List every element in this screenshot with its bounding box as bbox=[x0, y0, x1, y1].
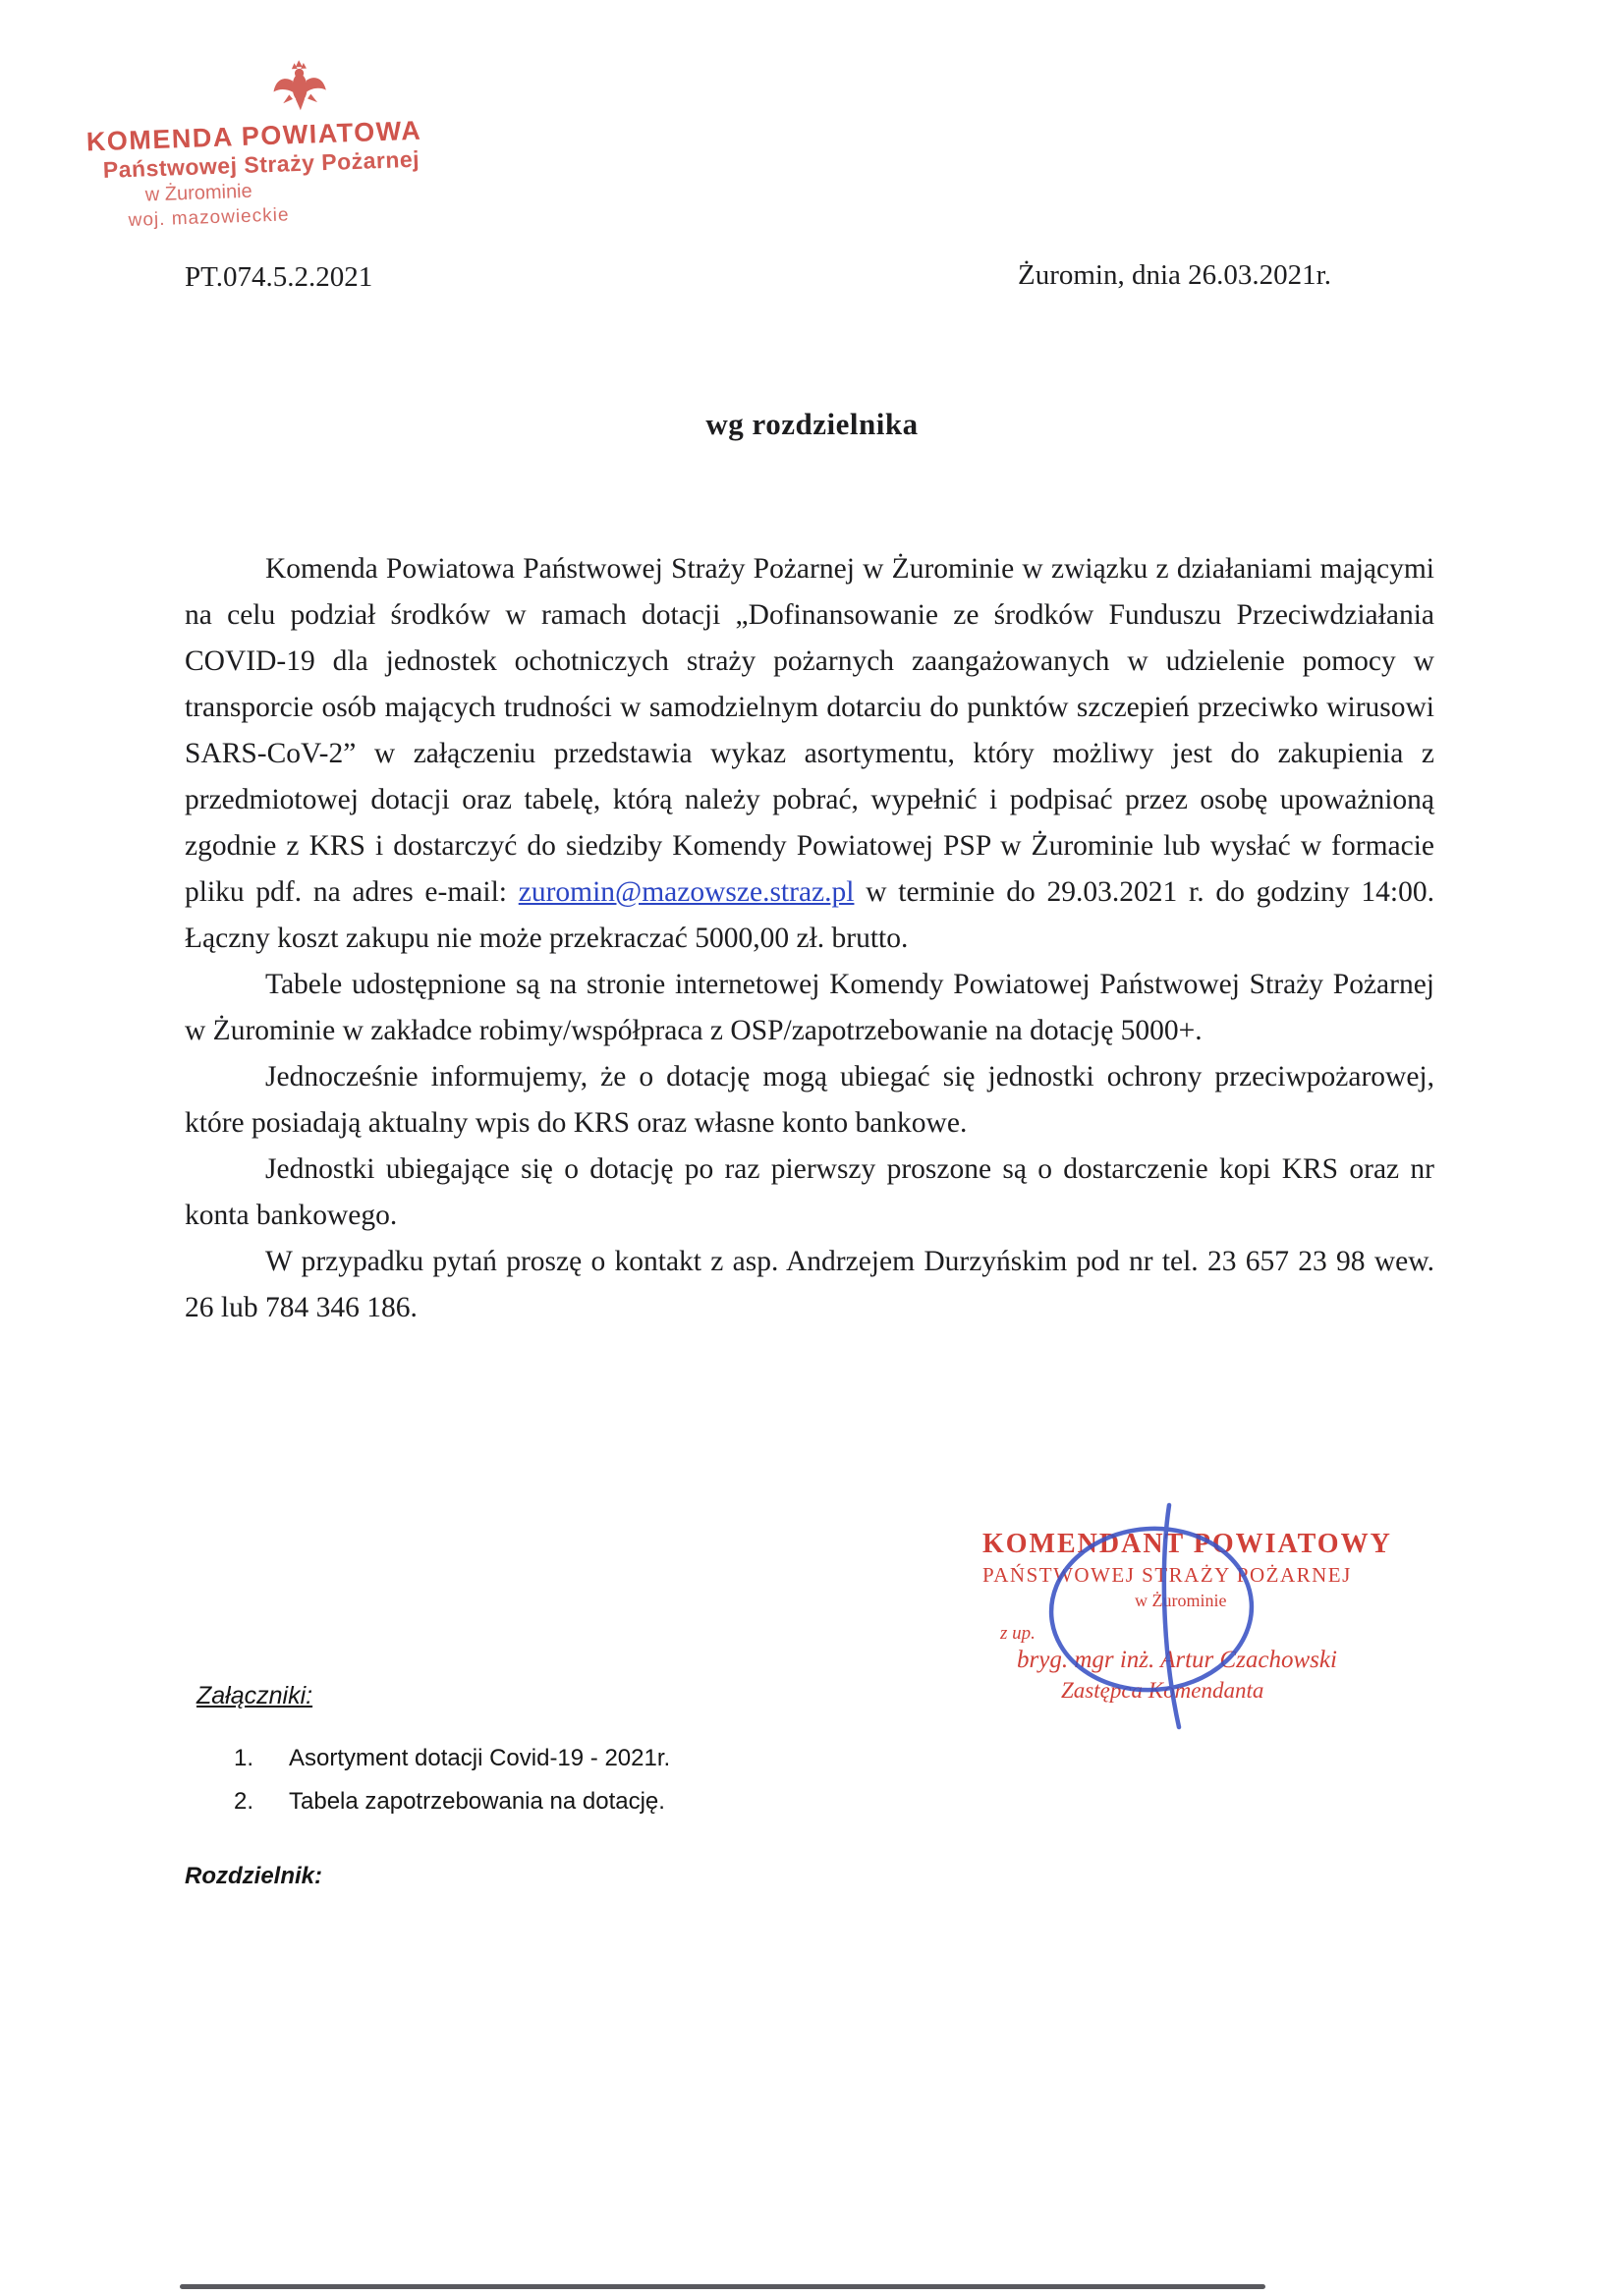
signature-title-line-2: PAŃSTWOWEJ STRAŻY POŻARNEJ bbox=[982, 1563, 1352, 1587]
paragraph-2: Tabele udostępnione są na stronie internetowej Komendy Powiatowej Państwowej Straży Pożarnej w Żurominie w zakładce robimy/współpraca z OSP/zapotrzebowanie na dotację 5000+. bbox=[185, 969, 1434, 1046]
stamp-line-3: w Żurominie bbox=[144, 180, 253, 206]
distribution-label: Rozdzielnik: bbox=[185, 1863, 323, 1889]
attachment-text: Tabela zapotrzebowania na dotację. bbox=[289, 1788, 665, 1815]
email-link[interactable]: zuromin@mazowsze.straz.pl bbox=[518, 876, 855, 908]
letter-body bbox=[185, 546, 1434, 1331]
paragraph-4: Jednostki ubiegające się o dotację po raz pierwszy proszone są o dostarczenie kopi KRS oraz nr konta bankowego. bbox=[185, 1153, 1434, 1231]
place-and-date: Żuromin, dnia 26.03.2021r. bbox=[1018, 259, 1331, 291]
signature-z-up: z up. bbox=[1000, 1623, 1036, 1644]
signature-title-line-3: w Żurominie bbox=[1135, 1591, 1227, 1610]
paragraph-3: Jednocześnie informujemy, że o dotację mogą ubiegać się jednostki ochrony przeciwpożarowej, które posiadają aktualny wpis do KRS oraz własne konto bankowe. bbox=[185, 1061, 1434, 1139]
stamp-line-2: Państwowej Straży Pożarnej bbox=[102, 145, 420, 183]
signature-name: bryg. mgr inż. Artur Czachowski bbox=[1017, 1647, 1337, 1673]
scan-edge-artifact bbox=[180, 2284, 1265, 2289]
signature-title-line-1: KOMENDANT POWIATOWY bbox=[982, 1529, 1392, 1559]
paragraph-1-text-before-link: Komenda Powiatowa Państwowej Straży Pożarnej w Żurominie w związku z działaniami mającymi na celu podział środków w ramach dotacji „Dofinansowanie ze środków Funduszu Przeciwdziałania COVID-19 dla jednostek ochotniczych straży pożarnych zaangażowanych w udzielenie pomocy w transporcie osób mających trudności w samodzielnym dotarciu do punktów szczepień przeciwko wirusowi SARS-CoV-2” w załączeniu przedstawia wykaz asortymentu, który możliwy jest do zakupienia z przedmiotowej dotacji oraz tabelę, którą należy pobrać, wypełnić i podpisać przez osobę upoważnioną zgodnie z KRS i dostarczyć do siedziby Komendy Powiatowej PSP w Żurominie lub wysłać w formacie pliku pdf. na adres e-mail: bbox=[185, 553, 1434, 908]
paragraph-1 bbox=[185, 546, 1434, 962]
signature-ink-icon bbox=[1024, 1499, 1299, 1735]
attachment-item bbox=[234, 1788, 665, 1816]
paragraph-5: W przypadku pytań proszę o kontakt z asp. Andrzejem Durzyńskim pod nr tel. 23 657 23 98 wew. 26 lub 784 346 186. bbox=[185, 1246, 1434, 1323]
attachment-text: Asortyment dotacji Covid-19 - 2021r. bbox=[289, 1745, 671, 1771]
reference-number: PT.074.5.2.2021 bbox=[185, 261, 373, 293]
attachment-number: 2. bbox=[234, 1788, 254, 1815]
stamp-line-4: woj. mazowieckie bbox=[128, 204, 290, 232]
stamp-line-1: KOMENDA POWIATOWA bbox=[85, 115, 422, 157]
attachment-number: 1. bbox=[234, 1745, 254, 1771]
attachments-label: Załączniki: bbox=[196, 1682, 313, 1709]
attachment-item bbox=[234, 1745, 670, 1772]
letterhead-stamp bbox=[84, 50, 512, 234]
eagle-emblem-icon bbox=[270, 56, 329, 117]
paragraph-1-text-after-link: w terminie do 29.03.2021 r. do godziny 14:00. Łączny koszt zakupu nie może przekraczać 5000,00 zł. brutto. bbox=[185, 876, 1434, 954]
signature-role: Zastępca Komendanta bbox=[1061, 1678, 1264, 1703]
heading-wg-rozdzielnika: wg rozdzielnika bbox=[705, 407, 919, 441]
